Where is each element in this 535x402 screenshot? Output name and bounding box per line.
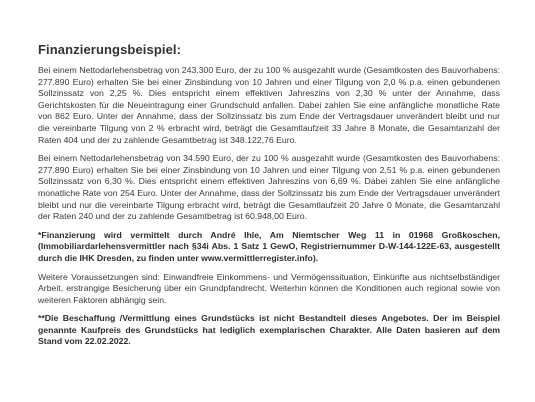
broker-disclosure-paragraph: *Finanzierung wird vermittelt durch André Ihle, Am Niemtscher Weg 11 in 01968 Großkoschen, (Immobiliardarlehensvermittler nach §34i Abs. 1 Satz 1 GewO, Registriernummer D-W-144-122E-63, ausgestellt durch die IHK Dresden, zu finden unter www.vermittlerregister.info). — [38, 229, 500, 263]
property-disclaimer-paragraph: **Die Beschaffung /Vermittlung eines Grundstücks ist nicht Bestandteil dieses Angebotes. Der im Beispiel genannte Kaufpreis des Grundstücks hat lediglich exemplarischen Charakter. Alle Daten basieren auf dem Stand vom 22.02.2022. — [38, 313, 500, 347]
example-paragraph-main-loan: Bei einem Nettodarlehensbetrag von 243.300 Euro, der zu 100 % ausgezahlt wurde (Gesamtkosten des Bauvorhabens: 277.890 Euro) erhalten Sie bei einer Zinsbindung von 10 Jahren und einer Tilgung von 2,0 % p.a. einen gebundenen Sollzinssatz von 2,25 %. Dies entspricht einem effektiven Jahreszins von 2,30 % unter der Annahme, dass Gerichtskosten für die Neueintragung einer Grundschuld anfallen. Dabei zahlen Sie eine anfängliche monatliche Rate von 862 Euro. Unter der Annahme, dass der Sollzinssatz bis zum Ende der Vertragsdauer unverändert bleibt und nur die vereinbarte Tilgung von 2 % erbracht wird, beträgt die Gesamtlaufzeit 33 Jahre 8 Monate, die Gesamtanzahl der Raten 404 und der zu zahlende Gesamtbetrag ist 348.122,76 Euro. — [38, 65, 500, 145]
financing-example-document — [38, 42, 500, 355]
requirements-paragraph: Weitere Voraussetzungen sind: Einwandfreie Einkommens- und Vermögenssituation, Einkünfte aus nichtselbständiger Arbeit, erstrangige Besicherung über ein Grundpfandrecht. Weiterhin können die Konditionen auch regional sowie von weiteren Faktoren abhängig sein. — [38, 271, 500, 305]
example-paragraph-second-loan: Bei einem Nettodarlehensbetrag von 34.590 Euro, der zu 100 % ausgezahlt wurde (Gesamtkosten des Bauvorhabens: 277.890 Euro) erhalten Sie bei einer Zinsbindung von 10 Jahren und einer Tilgung von 2,51 % p.a. einen gebundenen Sollzinssatz von 6,30 %. Dies entspricht einem effektiven Jahreszins von 6,69 %. Dabei zahlen Sie eine anfängliche monatliche Rate von 254 Euro. Unter der Annahme, dass der Sollzinssatz bis zum Ende der Vertragsdauer unverändert bleibt und nur die vereinbarte Tilgung erbracht wird, beträgt die Gesamtlaufzeit 20 Jahre 0 Monate, die Gesamtanzahl der Raten 240 und der zu zahlende Gesamtbetrag ist 60.948,00 Euro. — [38, 153, 500, 222]
document-title: Finanzierungsbeispiel: — [38, 42, 182, 57]
